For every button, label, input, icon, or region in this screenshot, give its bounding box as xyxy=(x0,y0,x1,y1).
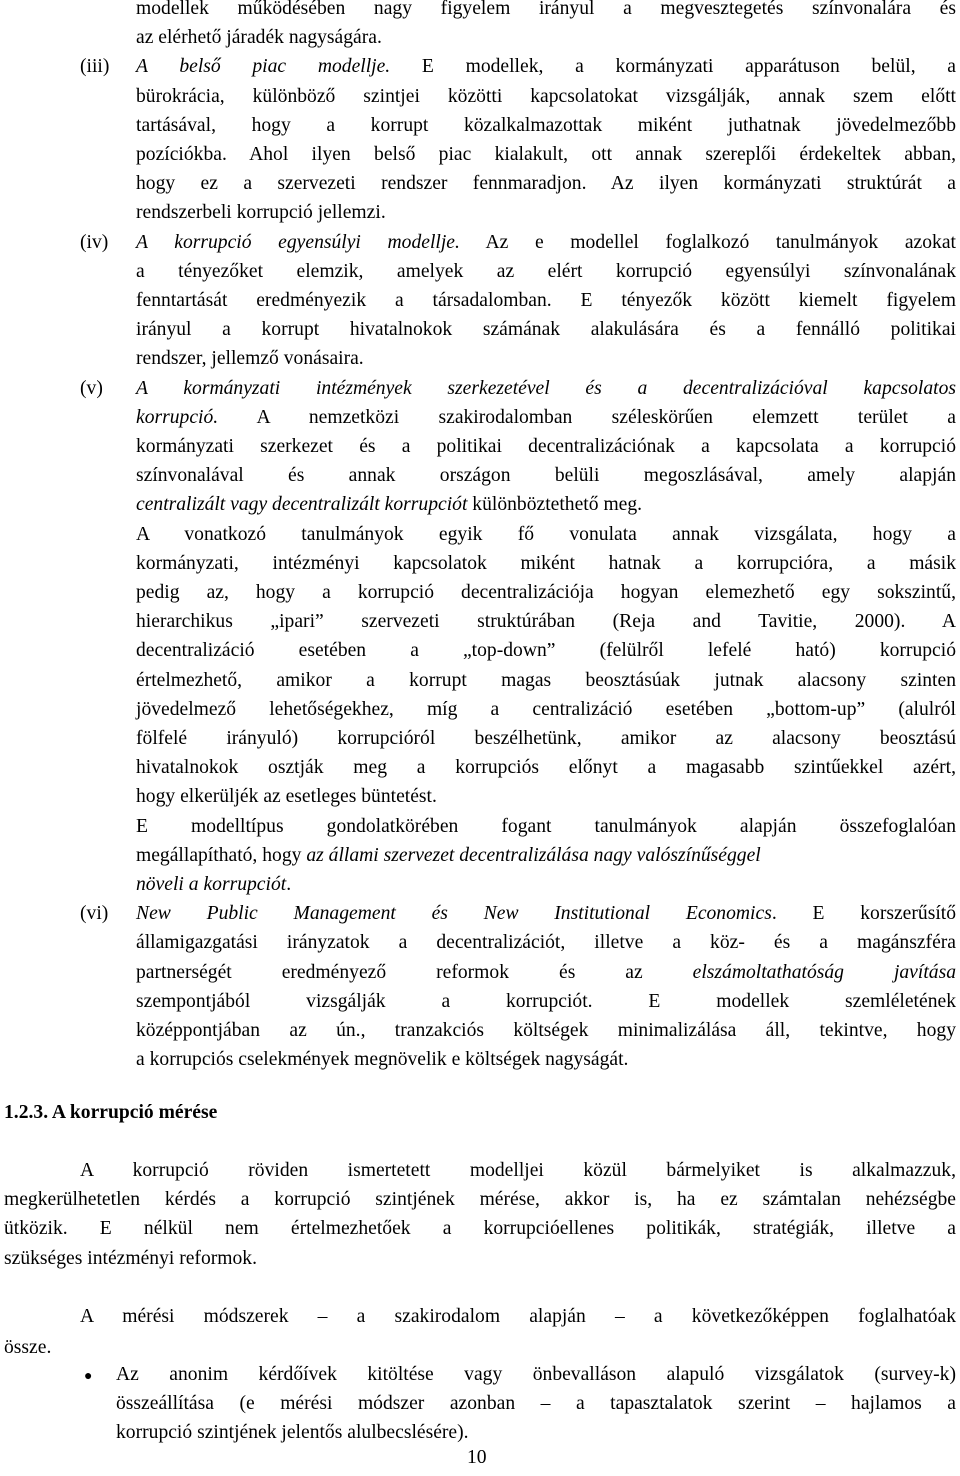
text-segment: A kormányzati intézmények szerkezetével és a decentralizációval kapcsolatos xyxy=(136,377,956,399)
text-segment: . xyxy=(286,874,292,895)
list-item-line xyxy=(136,812,956,841)
bullet-line: Az anonim kérdőívek kitöltése vagy önbevalláson alapuló vizsgálatok (survey-k) xyxy=(116,1364,956,1385)
text-segment: az állami szervezet decentralizálása nagy valószínűséggel xyxy=(306,844,761,866)
bullet-line: korrupció szintjének jelentős alulbecslésére). xyxy=(116,1422,469,1444)
text-segment: fölfelé irányuló) korrupcióról beszélhetünk, amikor az alacsony beosztású xyxy=(136,728,956,749)
list-item-line xyxy=(136,1016,956,1045)
text-segment: az elérhető járadék nagyságára. xyxy=(136,27,382,49)
text-segment: a tényezőket elemzik, amelyek az elért korrupció egyensúlyi színvonalának xyxy=(136,260,956,282)
section-heading: 1.2.3. A korrupció mérése xyxy=(4,1102,218,1123)
text-segment: decentralizáció esetében a „top-down” (felülről lefelé ható) korrupció xyxy=(136,640,956,662)
text-segment: rendszer, jellemző vonásaira. xyxy=(136,348,364,370)
list-item-line xyxy=(136,607,956,636)
list-item-line xyxy=(136,432,956,461)
text-segment: modellek működésében nagy figyelem irányul a megvesztegetés színvonalára és xyxy=(136,0,956,19)
text-segment: A korrupció egyensúlyi modellje. xyxy=(136,231,460,253)
list-item-line xyxy=(136,695,956,724)
text-segment: kormányzati szerkezet és a politikai decentralizációnak a kapcsolata a korrupció xyxy=(136,436,956,457)
text-segment: A vonatkozó tanulmányok egyik fő vonulata annak vizsgálata, hogy a xyxy=(136,523,956,545)
list-marker: (iv) xyxy=(80,231,109,253)
text-segment: színvonalával és annak országon belüli megoszlásával, amely alapján xyxy=(136,465,956,487)
text-segment: . E korszerűsítő xyxy=(771,903,957,925)
text-segment: E modelltípus gondolatkörében fogant tanulmányok alapján összefoglalóan xyxy=(136,815,956,837)
text-segment: hogy elkerüljék az esetleges büntetést. xyxy=(136,786,437,808)
text-segment: irányul a korrupt hivatalnokok számának alakulására és a fennálló politikai xyxy=(136,319,956,341)
text-segment: hierarchikus „ipari” szervezeti struktúrában (Reja and Tavitie, 2000). A xyxy=(136,611,956,633)
list-item-line xyxy=(136,928,956,957)
list-item-line xyxy=(136,374,956,403)
page-number: 10 xyxy=(467,1447,487,1468)
list-marker: (vi) xyxy=(80,903,109,925)
text-segment: hivatalnokok osztják meg a korrupciós előnyt a magasabb szintűekkel azért, xyxy=(136,757,956,779)
list-item-line xyxy=(136,841,761,870)
text-segment: bürokrácia, különböző szintjei közötti kapcsolatokat vizsgálják, annak szem előtt xyxy=(136,85,956,107)
text-segment: rendszerbeli korrupció jellemzi. xyxy=(136,202,386,224)
list-item-line xyxy=(136,228,956,257)
text-segment: elszámoltathatóság javítása xyxy=(692,961,956,983)
list-item-line xyxy=(136,140,956,169)
text-segment: Az e modellel foglalkozó tanulmányok azokat xyxy=(459,231,956,253)
text-segment: államigazgatási irányzatok a decentralizációt, illetve a köz- és a magánszféra xyxy=(136,932,956,954)
text-segment: tartásával, hogy a korrupt közalkalmazottak miként juthatnak jövedelmezőbb xyxy=(136,114,956,136)
list-item-line xyxy=(136,899,956,928)
text-segment: partnerségét eredményező reformok és az xyxy=(136,961,693,983)
paragraph-line: össze. xyxy=(4,1337,52,1358)
list-item-line xyxy=(136,111,956,140)
text-segment: E modellek, a kormányzati apparátuson belül, a xyxy=(390,56,956,78)
paragraph-line: A mérési módszerek – a szakirodalom alapján – a következőképpen foglalhatóak xyxy=(80,1306,956,1327)
text-segment: pedig az, hogy a korrupció decentralizációja hogyan elemezhető egy sokszintű, xyxy=(136,582,956,603)
list-item-line xyxy=(136,461,956,490)
list-item-line xyxy=(136,315,956,344)
text-segment: megállapítható, hogy xyxy=(136,844,307,866)
text-segment: kormányzati, intézményi kapcsolatok miként hatnak a korrupcióra, a másik xyxy=(136,552,956,574)
list-item-line xyxy=(136,520,956,549)
text-segment: pozíciókba. Ahol ilyen belső piac kialakult, ott annak szereplői érdekeltek abban, xyxy=(136,144,956,165)
text-segment: szempontjából vizsgálják a korrupciót. E modellek szemléletének xyxy=(136,990,956,1012)
list-item-line xyxy=(136,870,291,899)
text-segment: hogy ez a szervezeti rendszer fennmaradjon. Az ilyen kormányzati struktúrát a xyxy=(136,173,956,195)
list-item-line xyxy=(136,578,956,607)
text-segment: a korrupciós cselekmények megnövelik e költségek nagyságát. xyxy=(136,1049,629,1071)
text-segment: fenntartását eredményezik a társadalomban. E tényezők között kiemelt figyelem xyxy=(136,290,956,311)
paragraph-line: megkerülhetetlen kérdés a korrupció szintjének mérése, akkor is, ha ez számtalan nehézségbe xyxy=(4,1189,956,1211)
text-segment: A belső piac modellje. xyxy=(136,56,391,78)
text-segment: növeli a korrupciót xyxy=(136,874,287,895)
text-segment: New Public Management és New Institutional Economics xyxy=(136,903,772,925)
list-item-line xyxy=(136,169,956,198)
list-item-line xyxy=(136,782,437,811)
paragraph-line: szükséges intézményi reformok. xyxy=(4,1247,258,1269)
text-segment: A nemzetközi szakirodalomban széleskörűen elemzett terület a xyxy=(218,406,956,428)
text-segment: középpontjában az ún., tranzakciós költségek minimalizálása áll, tekintve, hogy xyxy=(136,1020,956,1041)
list-item-line xyxy=(136,344,364,373)
list-item-line xyxy=(136,403,956,432)
list-item-line xyxy=(136,23,382,52)
list-item-line xyxy=(136,724,956,753)
text-segment: értelmezhető, amikor a korrupt magas beosztásúak jutnak alacsony szinten xyxy=(136,669,956,691)
paragraph-line: ütközik. E nélkül nem értelmezhetőek a korrupcióellenes politikák, stratégiák, illetve a xyxy=(4,1218,956,1240)
list-item-line xyxy=(136,490,642,519)
bullet-dot-icon: ● xyxy=(84,1369,93,1384)
paragraph-line: A korrupció röviden ismertetett modelljei közül bármelyiket is alkalmazzuk, xyxy=(80,1160,956,1181)
list-item-line xyxy=(136,52,956,81)
list-item-line xyxy=(136,82,956,111)
list-item-line xyxy=(136,987,956,1016)
list-item-line xyxy=(136,0,956,23)
bullet-line: összeállítása (e mérési módszer azonban – a tapasztalatok szerint – hajlamos a xyxy=(116,1393,956,1415)
list-item-line xyxy=(136,1045,628,1074)
list-item-line xyxy=(136,636,956,665)
list-item-line xyxy=(136,753,956,782)
list-item-line xyxy=(136,198,386,227)
text-segment: jövedelmező lehetőségekhez, míg a centralizáció esetében „bottom-up” (alulról xyxy=(136,698,956,720)
list-marker: (v) xyxy=(80,377,103,399)
list-item-line xyxy=(136,666,956,695)
text-segment: különböztethető meg. xyxy=(467,494,643,516)
list-item-line xyxy=(136,286,956,315)
text-segment: korrupció. xyxy=(136,406,219,428)
list-item-line xyxy=(136,549,956,578)
list-item-line xyxy=(136,257,956,286)
list-marker: (iii) xyxy=(80,56,110,78)
text-segment: centralizált vagy decentralizált korrupciót xyxy=(136,494,468,516)
list-item-line xyxy=(136,958,956,987)
